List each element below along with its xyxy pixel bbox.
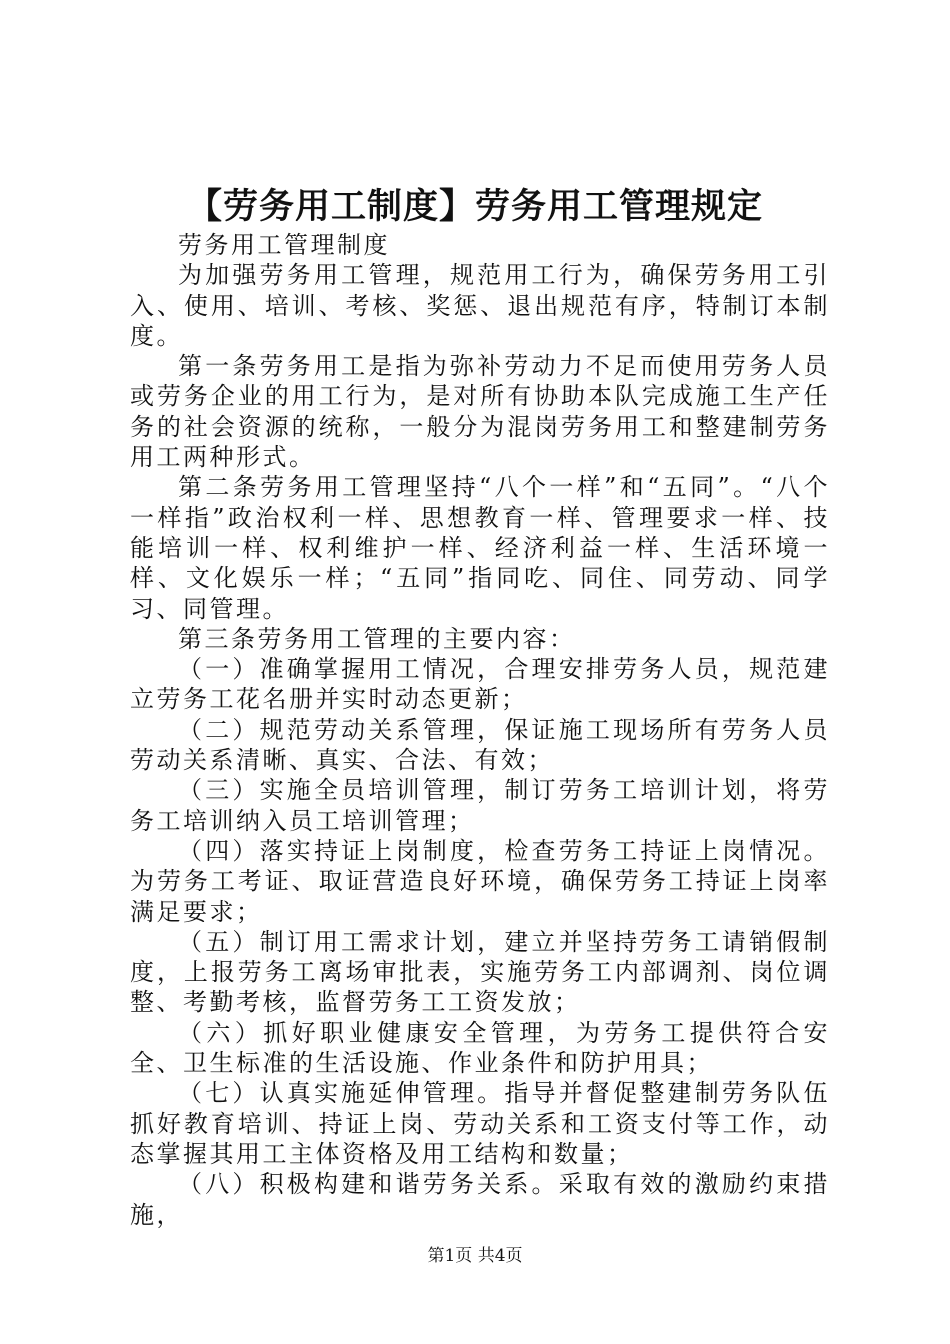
paragraph-item-3: （三）实施全员培训管理，制订劳务工培训计划，将劳务工培训纳入员工培训管理； — [130, 776, 830, 835]
document-body — [130, 230, 830, 1230]
paragraph-article-2: 第二条劳务用工管理坚持“八个一样”和“五同”。“八个一样指”政治权利一样、思想教育一样、管理要求一样、技能培训一样、权利维护一样、经济利益一样、生活环境一样、文化娱乐一样；“五同”指同吃、同住、同劳动、同学习、同管理。 — [130, 473, 830, 623]
paragraph-item-6: （六）抓好职业健康安全管理，为劳务工提供符合安全、卫生标准的生活设施、作业条件和防护用具； — [130, 1018, 830, 1078]
paragraph-item-8: （八）积极构建和谐劳务关系。采取有效的激励约束措施， — [130, 1170, 830, 1229]
paragraph-article-1: 第一条劳务用工是指为弥补劳动力不足而使用劳务人员或劳务企业的用工行为，是对所有协助本队完成施工生产任务的社会资源的统称，一般分为混岗劳务用工和整建制劳务用工两种形式。 — [130, 352, 830, 472]
paragraph-item-5: （五）制订用工需求计划，建立并坚持劳务工请销假制度，上报劳务工离场审批表，实施劳务工内部调剂、岗位调整、考勤考核，监督劳务工工资发放； — [130, 927, 830, 1017]
paragraph-intro: 为加强劳务用工管理，规范用工行为，确保劳务用工引入、使用、培训、考核、奖惩、退出规范有序，特制订本制度。 — [130, 261, 830, 350]
paragraph-article-3: 第三条劳务用工管理的主要内容： — [178, 624, 576, 653]
paragraph-item-2: （二）规范劳动关系管理，保证施工现场所有劳务人员劳动关系清晰、真实、合法、有效； — [130, 715, 830, 775]
paragraph-subtitle: 劳务用工管理制度 — [178, 231, 390, 259]
paragraph-item-7: （七）认真实施延伸管理。指导并督促整建制劳务队伍抓好教育培训、持证上岗、劳动关系和工资支付等工作，动态掌握其用工主体资格及用工结构和数量； — [130, 1079, 830, 1168]
paragraph-item-1: （一）准确掌握用工情况，合理安排劳务人员，规范建立劳务工花名册并实时动态更新； — [130, 655, 830, 714]
document-title: 【劳务用工制度】劳务用工管理规定 — [186, 186, 763, 227]
page-number-footer: 第1页 共4页 — [427, 1246, 523, 1266]
paragraph-item-4: （四）落实持证上岗制度，检查劳务工持证上岗情况。为劳务工考证、取证营造良好环境，确保劳务工持证上岗率满足要求； — [130, 836, 830, 926]
